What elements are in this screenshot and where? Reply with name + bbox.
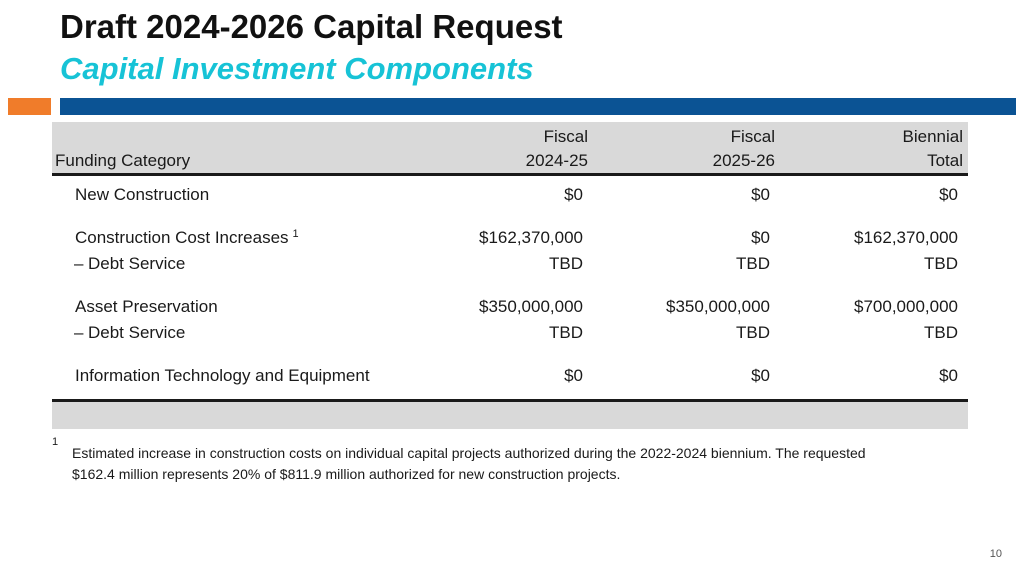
row-label: Information Technology and Equipment	[75, 366, 370, 385]
header-fiscal-2025-26	[713, 125, 775, 173]
cell-fiscal-2025-26: TBD	[736, 254, 770, 273]
cell-fiscal-2025-26: $0	[751, 185, 770, 204]
cell-fiscal-2024-25: $162,370,000	[479, 228, 583, 247]
cell-fiscal-2024-25: TBD	[549, 254, 583, 273]
row-label-text: Debt Service	[88, 254, 186, 273]
table-row	[52, 297, 968, 321]
cell-biennial-total: $0	[939, 366, 958, 385]
cell-biennial-total: $0	[939, 185, 958, 204]
header-fiscal-2025-26-line1: Fiscal	[730, 127, 775, 146]
footnote-text: Estimated increase in construction costs on individual capital projects authorized during the 2022-2024 biennium. The requested $162.4 million represents 20% of $811.9 million authorized for new construction projects.	[72, 445, 866, 482]
cell-fiscal-2024-25: $350,000,000	[479, 297, 583, 316]
dash-icon: –	[74, 323, 84, 342]
header-funding-category: Funding Category	[55, 151, 191, 170]
cell-fiscal-2025-26: $0	[751, 366, 770, 385]
table-row	[52, 185, 968, 209]
row-label: Asset Preservation	[75, 297, 218, 316]
cell-biennial-total: $162,370,000	[854, 228, 958, 247]
cell-fiscal-2025-26: $0	[751, 228, 770, 247]
page-number: 10	[989, 548, 1002, 560]
footnote-marker: 1	[52, 436, 59, 448]
header-fiscal-2024-25-line2: 2024-25	[525, 151, 588, 170]
table-row	[52, 366, 968, 390]
row-label	[52, 254, 185, 274]
header-fiscal-2024-25-line1: Fiscal	[543, 127, 588, 146]
cell-fiscal-2024-25: TBD	[549, 323, 583, 342]
dash-icon: –	[74, 254, 84, 273]
cell-biennial-total: TBD	[924, 323, 958, 342]
slide-title: Draft 2024-2026 Capital Request	[60, 8, 563, 45]
table-row	[52, 323, 968, 347]
row-label-text: Construction Cost Increases	[75, 228, 289, 247]
cell-fiscal-2024-25: $0	[564, 185, 583, 204]
capital-request-table	[52, 122, 968, 385]
footnote-ref: 1	[292, 228, 299, 240]
cell-fiscal-2025-26: TBD	[736, 323, 770, 342]
blue-accent-bar	[60, 98, 1016, 115]
header-fiscal-2025-26-line2: 2025-26	[712, 151, 775, 170]
table-row	[52, 228, 968, 252]
table-footer-band	[52, 399, 968, 429]
orange-accent-bar	[8, 98, 51, 115]
row-label-text: Debt Service	[88, 323, 186, 342]
row-label	[75, 228, 299, 248]
cell-fiscal-2025-26: $350,000,000	[666, 297, 770, 316]
header-fiscal-2024-25	[526, 125, 588, 173]
slide-subtitle: Capital Investment Components	[60, 51, 534, 86]
cell-fiscal-2024-25: $0	[564, 366, 583, 385]
cell-biennial-total: TBD	[924, 254, 958, 273]
header-biennial-total	[903, 125, 964, 173]
header-biennial-total-line1: Biennial	[902, 127, 963, 146]
table-row	[52, 254, 968, 278]
row-label	[52, 323, 185, 343]
table-header	[52, 122, 968, 176]
header-biennial-total-line2: Total	[927, 151, 963, 170]
cell-biennial-total: $700,000,000	[854, 297, 958, 316]
row-label: New Construction	[75, 185, 210, 204]
